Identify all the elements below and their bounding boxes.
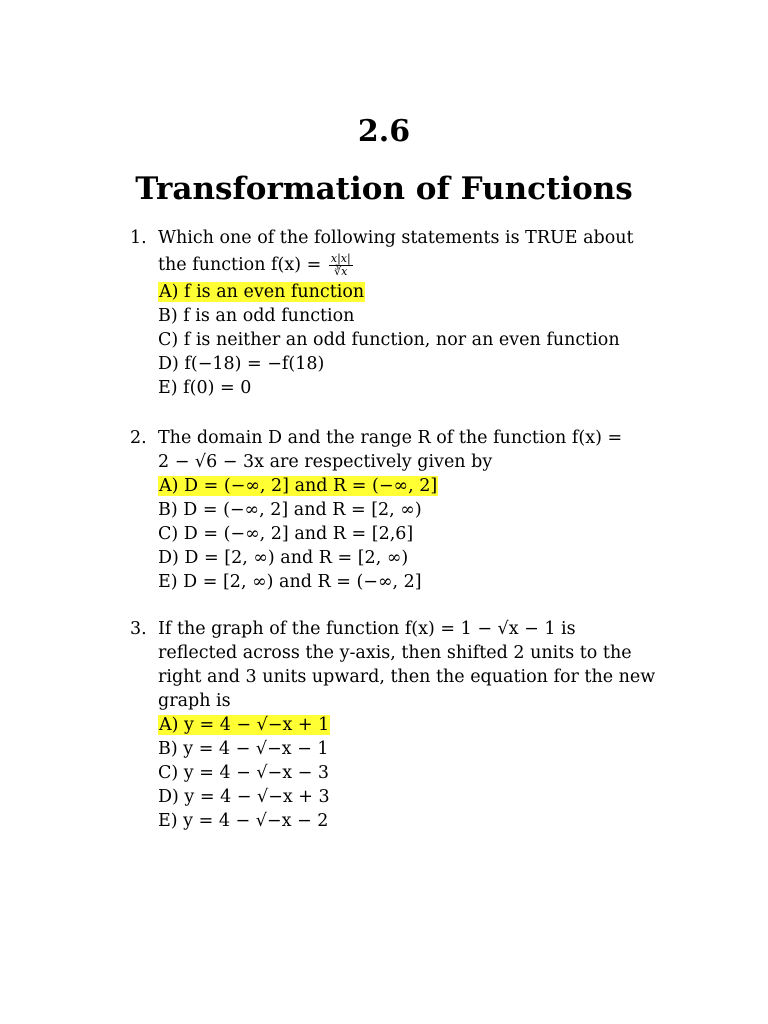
answer-option-b: [158, 498, 660, 522]
answer-option-a: [158, 474, 660, 498]
option-text: C) D = (−∞, 2] and R = [2,6]: [158, 524, 414, 544]
question-stem-line: right and 3 units upward, then the equation for the new: [158, 667, 656, 687]
option-text: B) D = (−∞, 2] and R = [2, ∞): [158, 500, 422, 520]
question-stem-line-with-fraction: [158, 250, 660, 280]
question-2: [130, 426, 660, 594]
option-text: A) y = 4 − √−x + 1: [159, 715, 330, 735]
question-stem-line: The domain D and the range R of the function f(x) =: [158, 428, 623, 448]
option-text: E) f(0) = 0: [158, 378, 252, 398]
question-stem-line: If the graph of the function f(x) = 1 − √x − 1 is: [158, 619, 576, 639]
option-text: D) f(−18) = −f(18): [158, 354, 325, 374]
question-stem-line: 2 − √6 − 3x are respectively given by: [158, 452, 493, 472]
answer-option-d: [158, 785, 660, 809]
page-title: Transformation of Functions: [135, 171, 633, 207]
answer-option-a: [158, 280, 660, 304]
question-number: 1.: [130, 228, 147, 248]
option-text: A) D = (−∞, 2] and R = (−∞, 2]: [159, 476, 438, 496]
option-text: C) f is neither an odd function, nor an even function: [158, 330, 620, 350]
question-stem-line: reflected across the y-axis, then shifted 2 units to the: [158, 643, 632, 663]
answer-option-c: [158, 761, 660, 785]
option-text: D) D = [2, ∞) and R = [2, ∞): [158, 548, 409, 568]
question-number: 3.: [130, 619, 147, 639]
answer-option-d: [158, 546, 660, 570]
option-text: A) f is an even function: [159, 282, 365, 302]
question-3: [130, 617, 660, 833]
answer-option-e: [158, 570, 660, 594]
question-stem-line: the function f(x) =: [158, 255, 322, 275]
answer-option-a: [158, 713, 660, 737]
answer-option-d: [158, 352, 660, 376]
answer-option-b: [158, 737, 660, 761]
option-text: D) y = 4 − √−x + 3: [158, 787, 330, 807]
fraction-numerator: x|x|: [330, 252, 351, 265]
answer-option-b: [158, 304, 660, 328]
question-number: 2.: [130, 428, 147, 448]
option-text: C) y = 4 − √−x − 3: [158, 763, 329, 783]
option-text: E) D = [2, ∞) and R = (−∞, 2]: [158, 572, 422, 592]
question-stem-line: graph is: [158, 691, 231, 711]
fraction: [329, 253, 353, 278]
option-text: E) y = 4 − √−x − 2: [158, 811, 329, 831]
answer-option-c: [158, 328, 660, 352]
answer-option-e: [158, 376, 660, 400]
question-stem-line: Which one of the following statements is TRUE about: [158, 228, 634, 248]
answer-option-c: [158, 522, 660, 546]
option-text: B) y = 4 − √−x − 1: [158, 739, 329, 759]
question-1: [130, 226, 660, 400]
section-number: 2.6: [357, 114, 411, 149]
option-text: B) f is an odd function: [158, 306, 355, 326]
answer-option-e: [158, 809, 660, 833]
fraction-denominator: ∛x: [334, 265, 348, 278]
